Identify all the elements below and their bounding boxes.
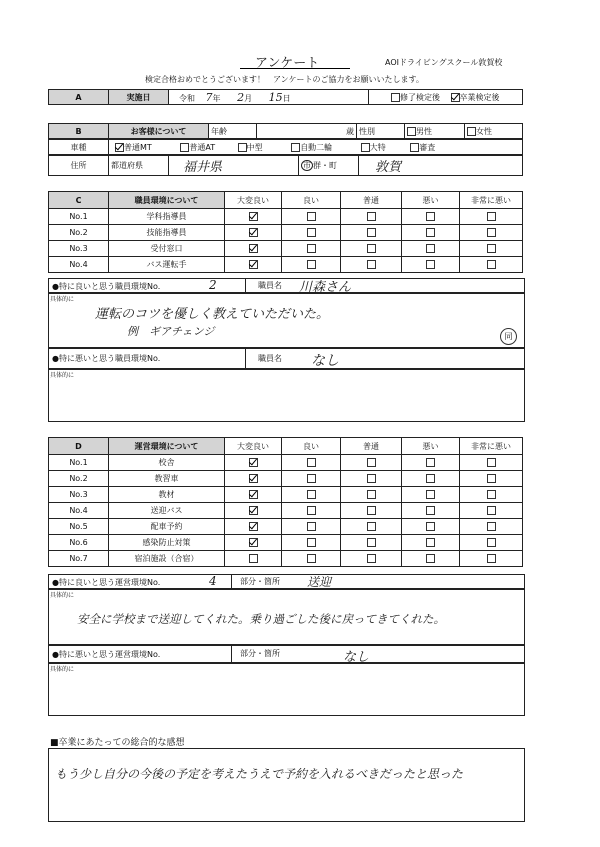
checkbox-vehicle-inspection[interactable] bbox=[410, 143, 419, 152]
rating-header: 普通 bbox=[341, 192, 402, 209]
vehicle-motorcycle-label: 自動二輪 bbox=[300, 142, 333, 152]
checkbox-vehicle-at[interactable] bbox=[180, 143, 189, 152]
day-value: 15 bbox=[268, 90, 283, 104]
rating-header: 良い bbox=[282, 192, 341, 209]
rating-checkbox[interactable] bbox=[307, 244, 316, 253]
row-no: No.2 bbox=[49, 471, 109, 487]
rating-checkbox[interactable] bbox=[487, 522, 496, 531]
checkbox-vehicle-mt[interactable] bbox=[115, 143, 124, 152]
vehicle-options bbox=[109, 140, 523, 155]
female-label: 女性 bbox=[476, 126, 492, 136]
city-value: 敦賀 bbox=[375, 160, 402, 175]
day-unit: 日 bbox=[282, 93, 291, 103]
date-label: 実施日 bbox=[109, 90, 169, 105]
rating-cell bbox=[282, 551, 341, 567]
rating-checkbox[interactable] bbox=[249, 474, 258, 483]
rating-cell bbox=[282, 503, 341, 519]
overall-box[interactable] bbox=[48, 748, 525, 822]
rating-checkbox[interactable] bbox=[426, 554, 435, 563]
rating-checkbox[interactable] bbox=[426, 244, 435, 253]
rating-cell bbox=[460, 535, 523, 551]
d-bad-part[interactable]: なし bbox=[343, 650, 370, 665]
section-a-label: A bbox=[49, 90, 109, 105]
d-bad-detail-label: 具体的に bbox=[50, 666, 75, 673]
vehicle-inspection-label: 審査 bbox=[419, 142, 436, 152]
school-name: AOIドライビングスクール敦賀校 bbox=[385, 58, 503, 67]
rating-cell bbox=[225, 487, 282, 503]
row-item: 送迎バス bbox=[109, 503, 225, 519]
rating-cell bbox=[225, 209, 282, 225]
rating-checkbox[interactable] bbox=[367, 538, 376, 547]
rating-checkbox[interactable] bbox=[307, 458, 316, 467]
checkbox-completion[interactable] bbox=[391, 93, 400, 102]
rating-checkbox[interactable] bbox=[487, 506, 496, 515]
row-no: No.3 bbox=[49, 241, 109, 257]
rating-checkbox[interactable] bbox=[307, 554, 316, 563]
rating-checkbox[interactable] bbox=[249, 522, 258, 531]
d-good-detail-box[interactable] bbox=[48, 588, 525, 646]
rating-checkbox[interactable] bbox=[367, 212, 376, 221]
rating-header: 非常に悪い bbox=[460, 438, 523, 455]
rating-cell bbox=[341, 257, 402, 273]
row-no: No.4 bbox=[49, 503, 109, 519]
c-good-detail-text: 運転のコツを優しく教えていただいた。 bbox=[95, 307, 330, 322]
rating-checkbox[interactable] bbox=[367, 474, 376, 483]
stamp: 同 bbox=[500, 328, 517, 345]
rating-checkbox[interactable] bbox=[367, 244, 376, 253]
row-item: 技能指導員 bbox=[109, 225, 225, 241]
rating-cell bbox=[282, 209, 341, 225]
section-c-table bbox=[48, 191, 523, 273]
rating-cell bbox=[225, 551, 282, 567]
vehicle-medium-label: 中型 bbox=[246, 142, 263, 152]
rating-checkbox[interactable] bbox=[307, 228, 316, 237]
rating-checkbox[interactable] bbox=[487, 212, 496, 221]
rating-header: 大変良い bbox=[225, 192, 282, 209]
rating-cell bbox=[282, 487, 341, 503]
rating-checkbox[interactable] bbox=[307, 260, 316, 269]
rating-cell bbox=[225, 257, 282, 273]
row-no: No.7 bbox=[49, 551, 109, 567]
row-no: No.2 bbox=[49, 225, 109, 241]
rating-checkbox[interactable] bbox=[367, 458, 376, 467]
d-good-detail-label: 具体的に bbox=[50, 592, 75, 599]
rating-cell bbox=[225, 471, 282, 487]
row-item: 教材 bbox=[109, 487, 225, 503]
rating-checkbox[interactable] bbox=[367, 554, 376, 563]
c-bad-row bbox=[48, 347, 525, 370]
age-unit: 歳 bbox=[346, 126, 354, 136]
row-item: 学科指導員 bbox=[109, 209, 225, 225]
rating-row bbox=[49, 455, 523, 471]
pref-value: 福井県 bbox=[183, 160, 223, 175]
vehicle-special-label: 大特 bbox=[369, 142, 386, 152]
section-d-table bbox=[48, 437, 523, 567]
row-item: 受付窓口 bbox=[109, 241, 225, 257]
row-no: No.1 bbox=[49, 455, 109, 471]
rating-cell bbox=[460, 487, 523, 503]
rating-checkbox[interactable] bbox=[487, 474, 496, 483]
rating-cell bbox=[402, 487, 460, 503]
checkbox-vehicle-special[interactable] bbox=[361, 143, 370, 152]
rating-cell bbox=[460, 471, 523, 487]
city-field[interactable] bbox=[359, 156, 523, 176]
age-field[interactable] bbox=[257, 124, 357, 139]
rating-checkbox[interactable] bbox=[426, 506, 435, 515]
rating-checkbox[interactable] bbox=[426, 260, 435, 269]
vehicle-at-label: 普通AT bbox=[189, 142, 216, 152]
row-no: No.5 bbox=[49, 519, 109, 535]
rating-header: 悪い bbox=[402, 438, 460, 455]
rating-checkbox[interactable] bbox=[426, 212, 435, 221]
pref-field[interactable] bbox=[169, 156, 299, 176]
c-bad-label: ●特に悪いと思う職員環境No. bbox=[52, 354, 161, 363]
rating-cell bbox=[402, 519, 460, 535]
gender-male bbox=[405, 124, 465, 139]
c-bad-detail-label: 具体的に bbox=[50, 372, 75, 379]
exam-type bbox=[369, 90, 523, 105]
rating-cell bbox=[341, 535, 402, 551]
rating-header: 悪い bbox=[402, 192, 460, 209]
overall-text: もう少し自分の今後の予定を考えたうえで予約を入れるべきだったと思った bbox=[55, 767, 464, 781]
rating-checkbox[interactable] bbox=[487, 490, 496, 499]
gender-label: 性別 bbox=[357, 124, 405, 139]
d-bad-row bbox=[48, 644, 525, 664]
rating-cell bbox=[341, 503, 402, 519]
row-item: 感染防止対策 bbox=[109, 535, 225, 551]
rating-row bbox=[49, 503, 523, 519]
c-good-detail-box[interactable] bbox=[48, 292, 525, 349]
rating-header: 大変良い bbox=[225, 438, 282, 455]
c-bad-staff[interactable]: なし bbox=[311, 353, 339, 369]
rating-cell bbox=[402, 471, 460, 487]
rating-cell bbox=[282, 225, 341, 241]
checkbox-vehicle-motorcycle[interactable] bbox=[291, 143, 300, 152]
gender-female bbox=[465, 124, 523, 139]
city-mark: 市 bbox=[303, 161, 311, 170]
c-bad-detail-box[interactable] bbox=[48, 368, 525, 422]
rating-row bbox=[49, 535, 523, 551]
c-good-staff[interactable]: 川森さん bbox=[299, 280, 352, 295]
rating-cell bbox=[282, 455, 341, 471]
rating-cell bbox=[282, 241, 341, 257]
row-no: No.1 bbox=[49, 209, 109, 225]
rating-cell bbox=[341, 241, 402, 257]
rating-row bbox=[49, 257, 523, 273]
rating-checkbox[interactable] bbox=[249, 506, 258, 515]
rating-cell bbox=[341, 455, 402, 471]
title-underline bbox=[240, 68, 350, 69]
rating-cell bbox=[402, 551, 460, 567]
address-row bbox=[48, 155, 523, 176]
overall-label: ■卒業にあたっての総合的な感想 bbox=[50, 738, 185, 748]
rating-cell bbox=[460, 503, 523, 519]
rating-cell bbox=[341, 209, 402, 225]
rating-cell bbox=[225, 503, 282, 519]
rating-cell bbox=[460, 257, 523, 273]
d-bad-part-label: 部分・箇所 bbox=[231, 645, 280, 663]
rating-header: 普通 bbox=[341, 438, 402, 455]
completion-label: 修了検定後 bbox=[400, 92, 440, 102]
d-bad-label: ●特に悪いと思う運営環境No. bbox=[52, 650, 161, 659]
rating-checkbox[interactable] bbox=[307, 506, 316, 515]
rating-cell bbox=[282, 471, 341, 487]
row-item: 宿泊施設（合宿） bbox=[109, 551, 225, 567]
row-item: バス運転手 bbox=[109, 257, 225, 273]
rating-cell bbox=[402, 257, 460, 273]
rating-cell bbox=[460, 225, 523, 241]
vehicle-row bbox=[48, 139, 523, 155]
rating-cell bbox=[225, 519, 282, 535]
rating-cell bbox=[282, 519, 341, 535]
section-a bbox=[48, 89, 523, 105]
rating-checkbox[interactable] bbox=[487, 538, 496, 547]
rating-row bbox=[49, 487, 523, 503]
d-good-detail-text: 安全に学校まで送迎してくれた。乗り過ごした後に戻ってきてくれた。 bbox=[77, 612, 445, 626]
city-label: 群・町 bbox=[313, 161, 337, 170]
section-d-label: D bbox=[49, 438, 109, 455]
rating-cell bbox=[341, 225, 402, 241]
rating-checkbox[interactable] bbox=[249, 260, 258, 269]
rating-checkbox[interactable] bbox=[426, 490, 435, 499]
rating-cell bbox=[460, 455, 523, 471]
d-part-label: 部分・箇所 bbox=[231, 575, 280, 589]
section-b bbox=[48, 123, 523, 139]
month-unit: 月 bbox=[244, 93, 253, 103]
rating-checkbox[interactable] bbox=[249, 228, 258, 237]
rating-checkbox[interactable] bbox=[307, 522, 316, 531]
c-good-label: ●特に良いと思う職員環境No. bbox=[52, 282, 161, 291]
year-unit: 年 bbox=[212, 93, 221, 103]
row-item: 配車予約 bbox=[109, 519, 225, 535]
rating-cell bbox=[341, 519, 402, 535]
rating-cell bbox=[460, 551, 523, 567]
rating-checkbox[interactable] bbox=[307, 490, 316, 499]
rating-checkbox[interactable] bbox=[426, 228, 435, 237]
c-good-detail-text2: 例 ギアチェンジ bbox=[127, 325, 215, 338]
rating-checkbox[interactable] bbox=[307, 538, 316, 547]
rating-cell bbox=[460, 241, 523, 257]
c-staff-label: 職員名 bbox=[245, 279, 282, 293]
rating-cell bbox=[402, 209, 460, 225]
rating-checkbox[interactable] bbox=[426, 458, 435, 467]
rating-row bbox=[49, 225, 523, 241]
rating-row bbox=[49, 209, 523, 225]
checkbox-female[interactable] bbox=[467, 127, 476, 136]
rating-cell bbox=[460, 519, 523, 535]
rating-checkbox[interactable] bbox=[249, 244, 258, 253]
rating-checkbox[interactable] bbox=[487, 244, 496, 253]
d-good-no[interactable]: 4 bbox=[209, 574, 217, 588]
rating-header: 良い bbox=[282, 438, 341, 455]
date-field[interactable] bbox=[169, 90, 369, 105]
rating-row bbox=[49, 471, 523, 487]
d-good-label: ●特に良いと思う運営環境No. bbox=[52, 578, 161, 587]
male-label: 男性 bbox=[416, 126, 432, 136]
rating-checkbox[interactable] bbox=[367, 506, 376, 515]
rating-cell bbox=[341, 487, 402, 503]
rating-cell bbox=[402, 225, 460, 241]
rating-checkbox[interactable] bbox=[367, 260, 376, 269]
rating-checkbox[interactable] bbox=[367, 522, 376, 531]
rating-cell bbox=[282, 535, 341, 551]
c-good-detail-label: 具体的に bbox=[50, 296, 75, 303]
rating-checkbox[interactable] bbox=[249, 554, 258, 563]
age-label: 年齢 bbox=[209, 124, 257, 139]
greeting: 検定合格おめでとうございます！ アンケートのご協力をお願いいたします。 bbox=[145, 75, 424, 84]
rating-cell bbox=[402, 455, 460, 471]
graduation-label: 卒業検定後 bbox=[459, 92, 500, 102]
rating-checkbox[interactable] bbox=[487, 228, 496, 237]
rating-checkbox[interactable] bbox=[249, 212, 258, 221]
rating-cell bbox=[402, 241, 460, 257]
rating-checkbox[interactable] bbox=[426, 474, 435, 483]
rating-cell bbox=[225, 225, 282, 241]
section-c-title: 職員環境について bbox=[109, 192, 225, 209]
rating-cell bbox=[460, 209, 523, 225]
row-no: No.3 bbox=[49, 487, 109, 503]
rating-checkbox[interactable] bbox=[307, 212, 316, 221]
d-bad-detail-box[interactable] bbox=[48, 662, 525, 716]
rating-cell bbox=[225, 535, 282, 551]
c-bad-staff-label: 職員名 bbox=[245, 348, 282, 369]
rating-cell bbox=[402, 535, 460, 551]
rating-header: 非常に悪い bbox=[460, 192, 523, 209]
rating-checkbox[interactable] bbox=[426, 538, 435, 547]
rating-checkbox[interactable] bbox=[249, 538, 258, 547]
rating-row bbox=[49, 519, 523, 535]
section-d-title: 運営環境について bbox=[109, 438, 225, 455]
checkbox-vehicle-medium[interactable] bbox=[238, 143, 247, 152]
vehicle-mt-label: 普通MT bbox=[124, 142, 152, 152]
era: 令和 bbox=[179, 93, 195, 103]
rating-checkbox[interactable] bbox=[367, 228, 376, 237]
rating-cell bbox=[341, 551, 402, 567]
rating-checkbox[interactable] bbox=[487, 260, 496, 269]
rating-checkbox[interactable] bbox=[367, 490, 376, 499]
rating-cell bbox=[225, 455, 282, 471]
row-no: No.6 bbox=[49, 535, 109, 551]
rating-cell bbox=[402, 503, 460, 519]
pref-label: 都道府県 bbox=[109, 156, 169, 176]
row-item: 教習車 bbox=[109, 471, 225, 487]
year-value: 7 bbox=[205, 90, 213, 104]
rating-checkbox[interactable] bbox=[426, 522, 435, 531]
address-label: 住所 bbox=[49, 156, 109, 176]
rating-checkbox[interactable] bbox=[307, 474, 316, 483]
c-good-no[interactable]: 2 bbox=[209, 278, 217, 292]
row-item: 校舎 bbox=[109, 455, 225, 471]
rating-checkbox[interactable] bbox=[249, 490, 258, 499]
rating-checkbox[interactable] bbox=[487, 458, 496, 467]
checkbox-male[interactable] bbox=[407, 127, 416, 136]
d-good-part[interactable]: 送迎 bbox=[307, 575, 332, 589]
row-no: No.4 bbox=[49, 257, 109, 273]
section-b-title: お客様について bbox=[109, 124, 209, 139]
section-c-label: C bbox=[49, 192, 109, 209]
rating-cell bbox=[225, 241, 282, 257]
month-value: 2 bbox=[237, 90, 245, 104]
checkbox-graduation[interactable] bbox=[451, 93, 460, 102]
rating-checkbox[interactable] bbox=[249, 458, 258, 467]
rating-row bbox=[49, 241, 523, 257]
rating-checkbox[interactable] bbox=[487, 554, 496, 563]
city-type bbox=[299, 156, 359, 176]
rating-row bbox=[49, 551, 523, 567]
rating-cell bbox=[341, 471, 402, 487]
rating-cell bbox=[282, 257, 341, 273]
vehicle-label: 車種 bbox=[49, 140, 109, 155]
title: アンケート bbox=[255, 56, 320, 71]
section-b-label: B bbox=[49, 124, 109, 139]
